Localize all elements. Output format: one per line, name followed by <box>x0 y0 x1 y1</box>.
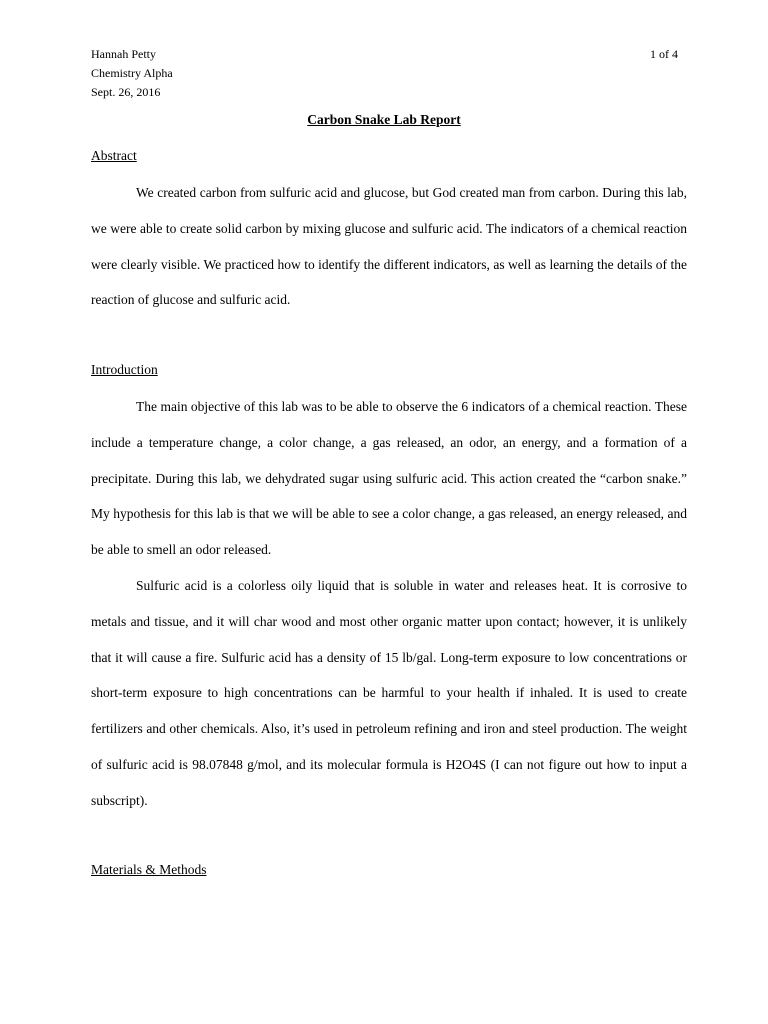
materials-methods-heading: Materials & Methods <box>91 862 207 877</box>
introduction-paragraph-1: The main objective of this lab was to be able to observe the 6 indicators of a chemical reaction. These include a temperature change, a color change, a gas released, an odor, an energy, and a formation of a precipitate. During this lab, we dehydrated sugar using sulfuric acid. This action created the “carbon snake.” My hypothesis for this lab is that we will be able to see a color change, a gas released, an energy released, and be able to smell an odor released. <box>91 399 687 558</box>
abstract-paragraph: We created carbon from sulfuric acid and glucose, but God created man from carbon. During this lab, we were able to create solid carbon by mixing glucose and sulfuric acid. The indicators of a chemical reaction were clearly visible. We practiced how to identify the different indicators, as well as learning the details of the reaction of glucose and sulfuric acid. <box>91 185 687 308</box>
report-date: Sept. 26, 2016 <box>91 85 161 99</box>
document-title: Carbon Snake Lab Report <box>307 112 461 127</box>
author-name: Hannah Petty <box>91 47 156 61</box>
document-header <box>91 45 173 102</box>
introduction-paragraph-2: Sulfuric acid is a colorless oily liquid that is soluble in water and releases heat. It is corrosive to metals and tissue, and it will char wood and most other organic matter upon contact; however, it is unlikely that it will cause a fire. Sulfuric acid has a density of 15 lb/gal. Long-term exposure to low concentrations or short-term exposure to high concentrations can be harmful to your health if inhaled. It is used to create fertilizers and other chemicals. Also, it’s used in petroleum refining and iron and steel production. The weight of sulfuric acid is 98.07848 g/mol, and its molecular formula is H2O4S (I can not figure out how to input a subscript). <box>91 578 687 808</box>
page-number: 1 of 4 <box>650 47 678 61</box>
introduction-heading: Introduction <box>91 362 158 377</box>
course-name: Chemistry Alpha <box>91 66 173 80</box>
abstract-heading: Abstract <box>91 148 137 163</box>
